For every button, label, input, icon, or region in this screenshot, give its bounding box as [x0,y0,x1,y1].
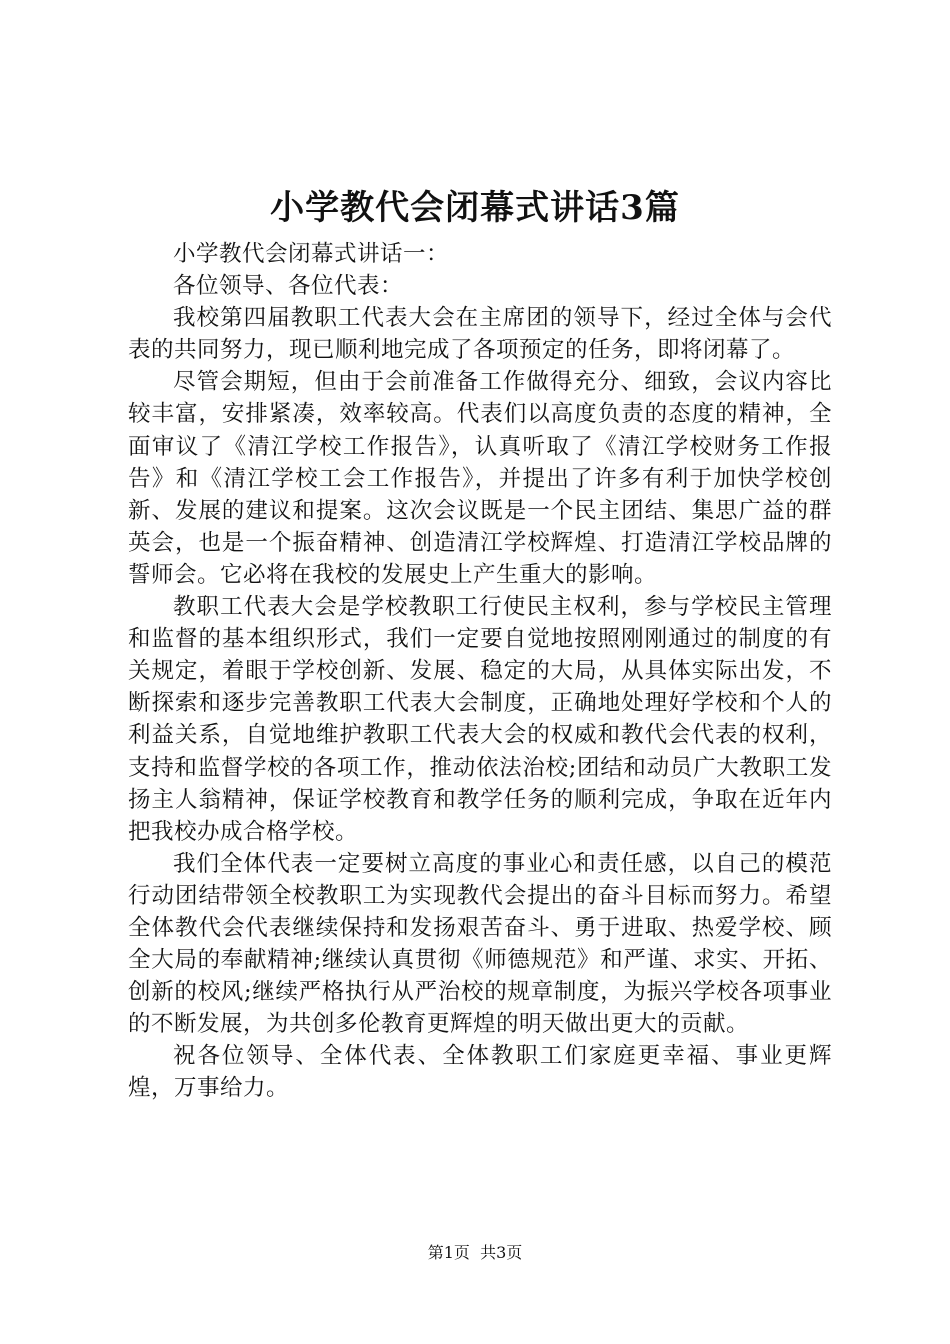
paragraph-section-heading: 小学教代会闭幕式讲话一： [173,241,450,267]
document-title: 小学教代会闭幕式讲话3篇 [270,188,680,228]
paragraph: 教职工代表大会是学校教职工行使民主权利，参与学校民主管理和监督的基本组织形式，我们一定要自觉地按照刚刚通过的制度的有关规定，着眼于学校创新、发展、稳定的大局，从具体实际出发，不断探索和逐步完善教职工代表大会制度，正确地处理好学校和个人的利益关系，自觉地维护教职工代表大会的权威和教代会代表的权利，支持和监督学校的各项工作，推动依法治校;团结和动员广大教职工发扬主人翁精神，保证学校教育和教学任务的顺利完成，争取在近年内把我校办成合格学校。 [128,594,832,845]
footer-separator [470,1243,480,1262]
paragraph: 我校第四届教职工代表大会在主席团的领导下，经过全体与会代表的共同努力，现已顺利地完成了各项预定的任务，即将闭幕了。 [128,305,832,364]
page-number-current: 第1页 [427,1243,470,1262]
page-number-total: 共3页 [480,1243,523,1262]
paragraph: 尽管会期短，但由于会前准备工作做得充分、细致，会议内容比较丰富，安排紧凑，效率较高。代表们以高度负责的态度的精神，全面审议了《清江学校工作报告》，认真听取了《清江学校财务工作报告》和《清江学校工会工作报告》，并提出了许多有利于加快学校创新、发展的建议和提案。这次会议既是一个民主团结、集思广益的群英会，也是一个振奋精神、创造清江学校辉煌、打造清江学校品牌的誓师会。它必将在我校的发展史上产生重大的影响。 [128,369,832,588]
page-footer [0,1243,950,1263]
document-body [128,238,832,1105]
paragraph: 我们全体代表一定要树立高度的事业心和责任感，以自己的模范行动团结带领全校教职工为实现教代会提出的奋斗目标而努力。希望全体教代会代表继续保持和发扬艰苦奋斗、勇于进取、热爱学校、顾全大局的奉献精神;继续认真贯彻《师德规范》和严谨、求实、开拓、创新的校风;继续严格执行从严治校的规章制度，为振兴学校各项事业的不断发展，为共创多伦教育更辉煌的明天做出更大的贡献。 [128,850,832,1038]
paragraph: 祝各位领导、全体代表、全体教职工们家庭更幸福、事业更辉煌，万事给力。 [128,1043,832,1102]
paragraph-salutation: 各位领导、各位代表： [173,273,404,300]
